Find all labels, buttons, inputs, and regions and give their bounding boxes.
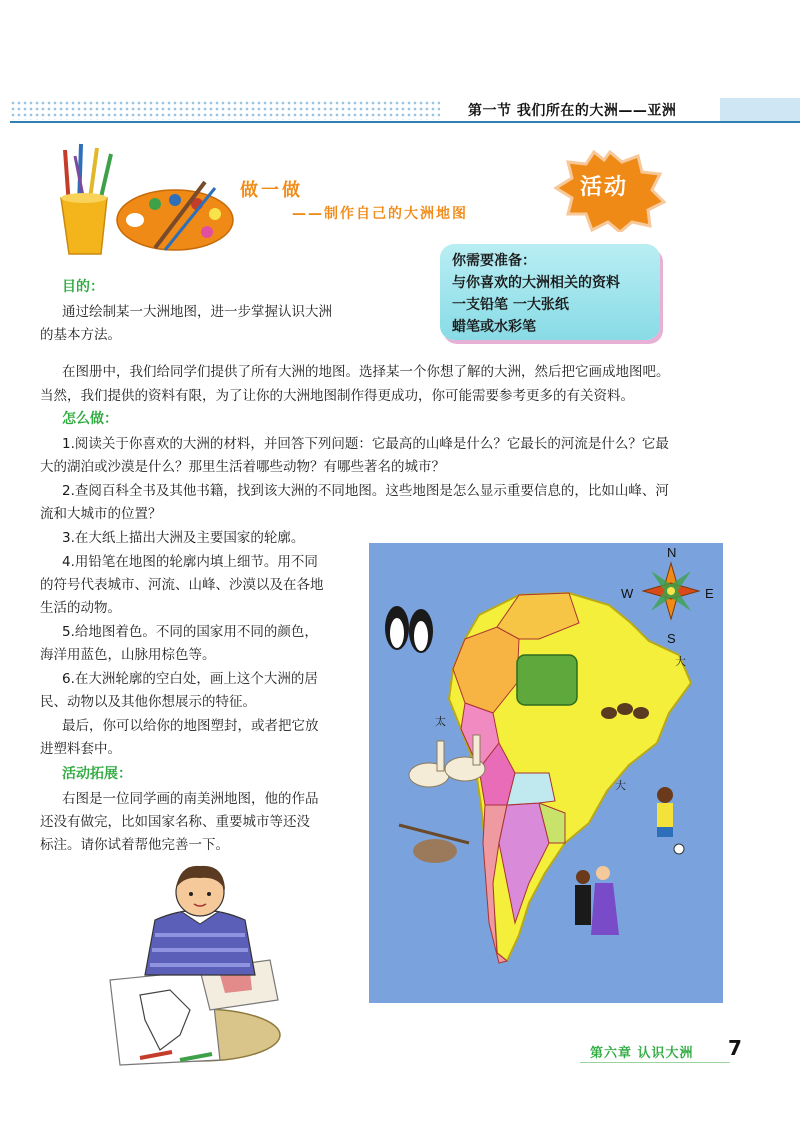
step-text: 4.用铅笔在地图的轮廓内填上细节。用不同: [62, 554, 318, 570]
boy-drawing-illustration: [100, 860, 300, 1070]
step-text: 生活的动物。: [40, 600, 121, 616]
step-text: 的符号代表城市、河流、山峰、沙漠以及在各地: [40, 577, 324, 593]
step-text: 最后，你可以给你的地图塑封，或者把它放: [62, 718, 319, 734]
llama-icon: [409, 735, 485, 787]
handwriting-mark: 太: [435, 715, 446, 728]
compass-west-label: W: [621, 586, 634, 601]
activity-badge-label: 活动: [580, 175, 629, 200]
header-decoration: [10, 100, 440, 120]
purpose-text: 通过绘制某一大洲地图，进一步掌握认识大洲: [62, 304, 332, 320]
intro-text: 在图册中，我们给同学们提供了所有大洲的地图。选择某一个你想了解的大洲，然后把它画成地图吧。: [62, 364, 670, 380]
extension-text: 右图是一位同学画的南美洲地图，他的作品: [62, 791, 319, 807]
tango-dancers-icon: [575, 866, 619, 935]
step-text: 民、动物以及其他你想展示的特征。: [40, 694, 256, 710]
materials-item: 与你喜欢的大洲相关的资料: [452, 275, 620, 291]
compass-north-label: N: [667, 545, 677, 560]
step-text: 海洋用蓝色，山脉用棕色等。: [40, 647, 216, 663]
footer-rule: [580, 1062, 730, 1063]
compass-east-label: E: [705, 586, 714, 601]
extension-label: 活动拓展：: [62, 766, 132, 782]
materials-box: [440, 244, 660, 340]
header-rule: [10, 121, 800, 123]
cup-icon: [61, 198, 107, 254]
step-text: 流和大城市的位置？: [40, 506, 162, 522]
materials-item: 蜡笔或水彩笔: [452, 319, 536, 335]
header-tab-decoration: [720, 98, 800, 121]
forest-icon: [517, 655, 577, 705]
page-number: 7: [728, 1036, 742, 1060]
materials-heading: 你需要准备：: [452, 253, 536, 269]
step-text: 3.在大纸上描出大洲及主要国家的轮廓。: [62, 530, 305, 546]
handwriting-mark: 大: [675, 655, 686, 668]
penguin-icon: [385, 606, 433, 653]
step-text: 1.阅读关于你喜欢的大洲的材料，并回答下列问题：它最高的山峰是什么？它最长的河流是什么？它最: [62, 436, 669, 452]
intro-text: 当然，我们提供的资料有限，为了让你的大洲地图制作得更成功，你可能需要参考更多的有关资料。: [40, 388, 634, 404]
art-supplies-illustration: [55, 136, 235, 262]
step-text: 5.给地图着色。不同的国家用不同的颜色，: [62, 624, 318, 640]
step-text: 大的湖泊或沙漠是什么？那里生活着哪些动物？有哪些著名的城市？: [40, 459, 445, 475]
activity-title: 做一做: [240, 180, 303, 201]
south-america-map: [369, 543, 723, 1003]
football-player-icon: [657, 787, 684, 854]
step-text: 2.查阅百科全书及其他书籍，找到该大洲的不同地图。这些地图是怎么显示重要信息的，比如山峰、河: [62, 483, 669, 499]
purpose-label: 目的：: [62, 279, 104, 295]
compass-south-label: S: [667, 631, 676, 646]
section-title: 第一节 我们所在的大洲——亚洲: [468, 103, 677, 119]
extension-text: 还没有做完，比如国家名称、重要城市等还没: [40, 814, 310, 830]
handwriting-mark: 大: [615, 779, 626, 792]
compass-icon: [643, 563, 699, 619]
step-text: 进塑料套中。: [40, 741, 121, 757]
materials-item: 一支铅笔 一大张纸: [452, 297, 569, 313]
howto-label: 怎么做：: [62, 411, 118, 427]
palette-icon: [117, 182, 233, 250]
chapter-label: 第六章 认识大洲: [590, 1046, 694, 1061]
step-text: 6.在大洲轮廓的空白处，画上这个大洲的居: [62, 671, 318, 687]
purpose-text: 的基本方法。: [40, 327, 121, 343]
activity-subtitle: ——制作自己的大洲地图: [292, 206, 468, 222]
sloth-icon: [399, 825, 469, 863]
map-drawing: [369, 543, 723, 1003]
extension-text: 标注。请你试着帮他完善一下。: [40, 837, 229, 853]
